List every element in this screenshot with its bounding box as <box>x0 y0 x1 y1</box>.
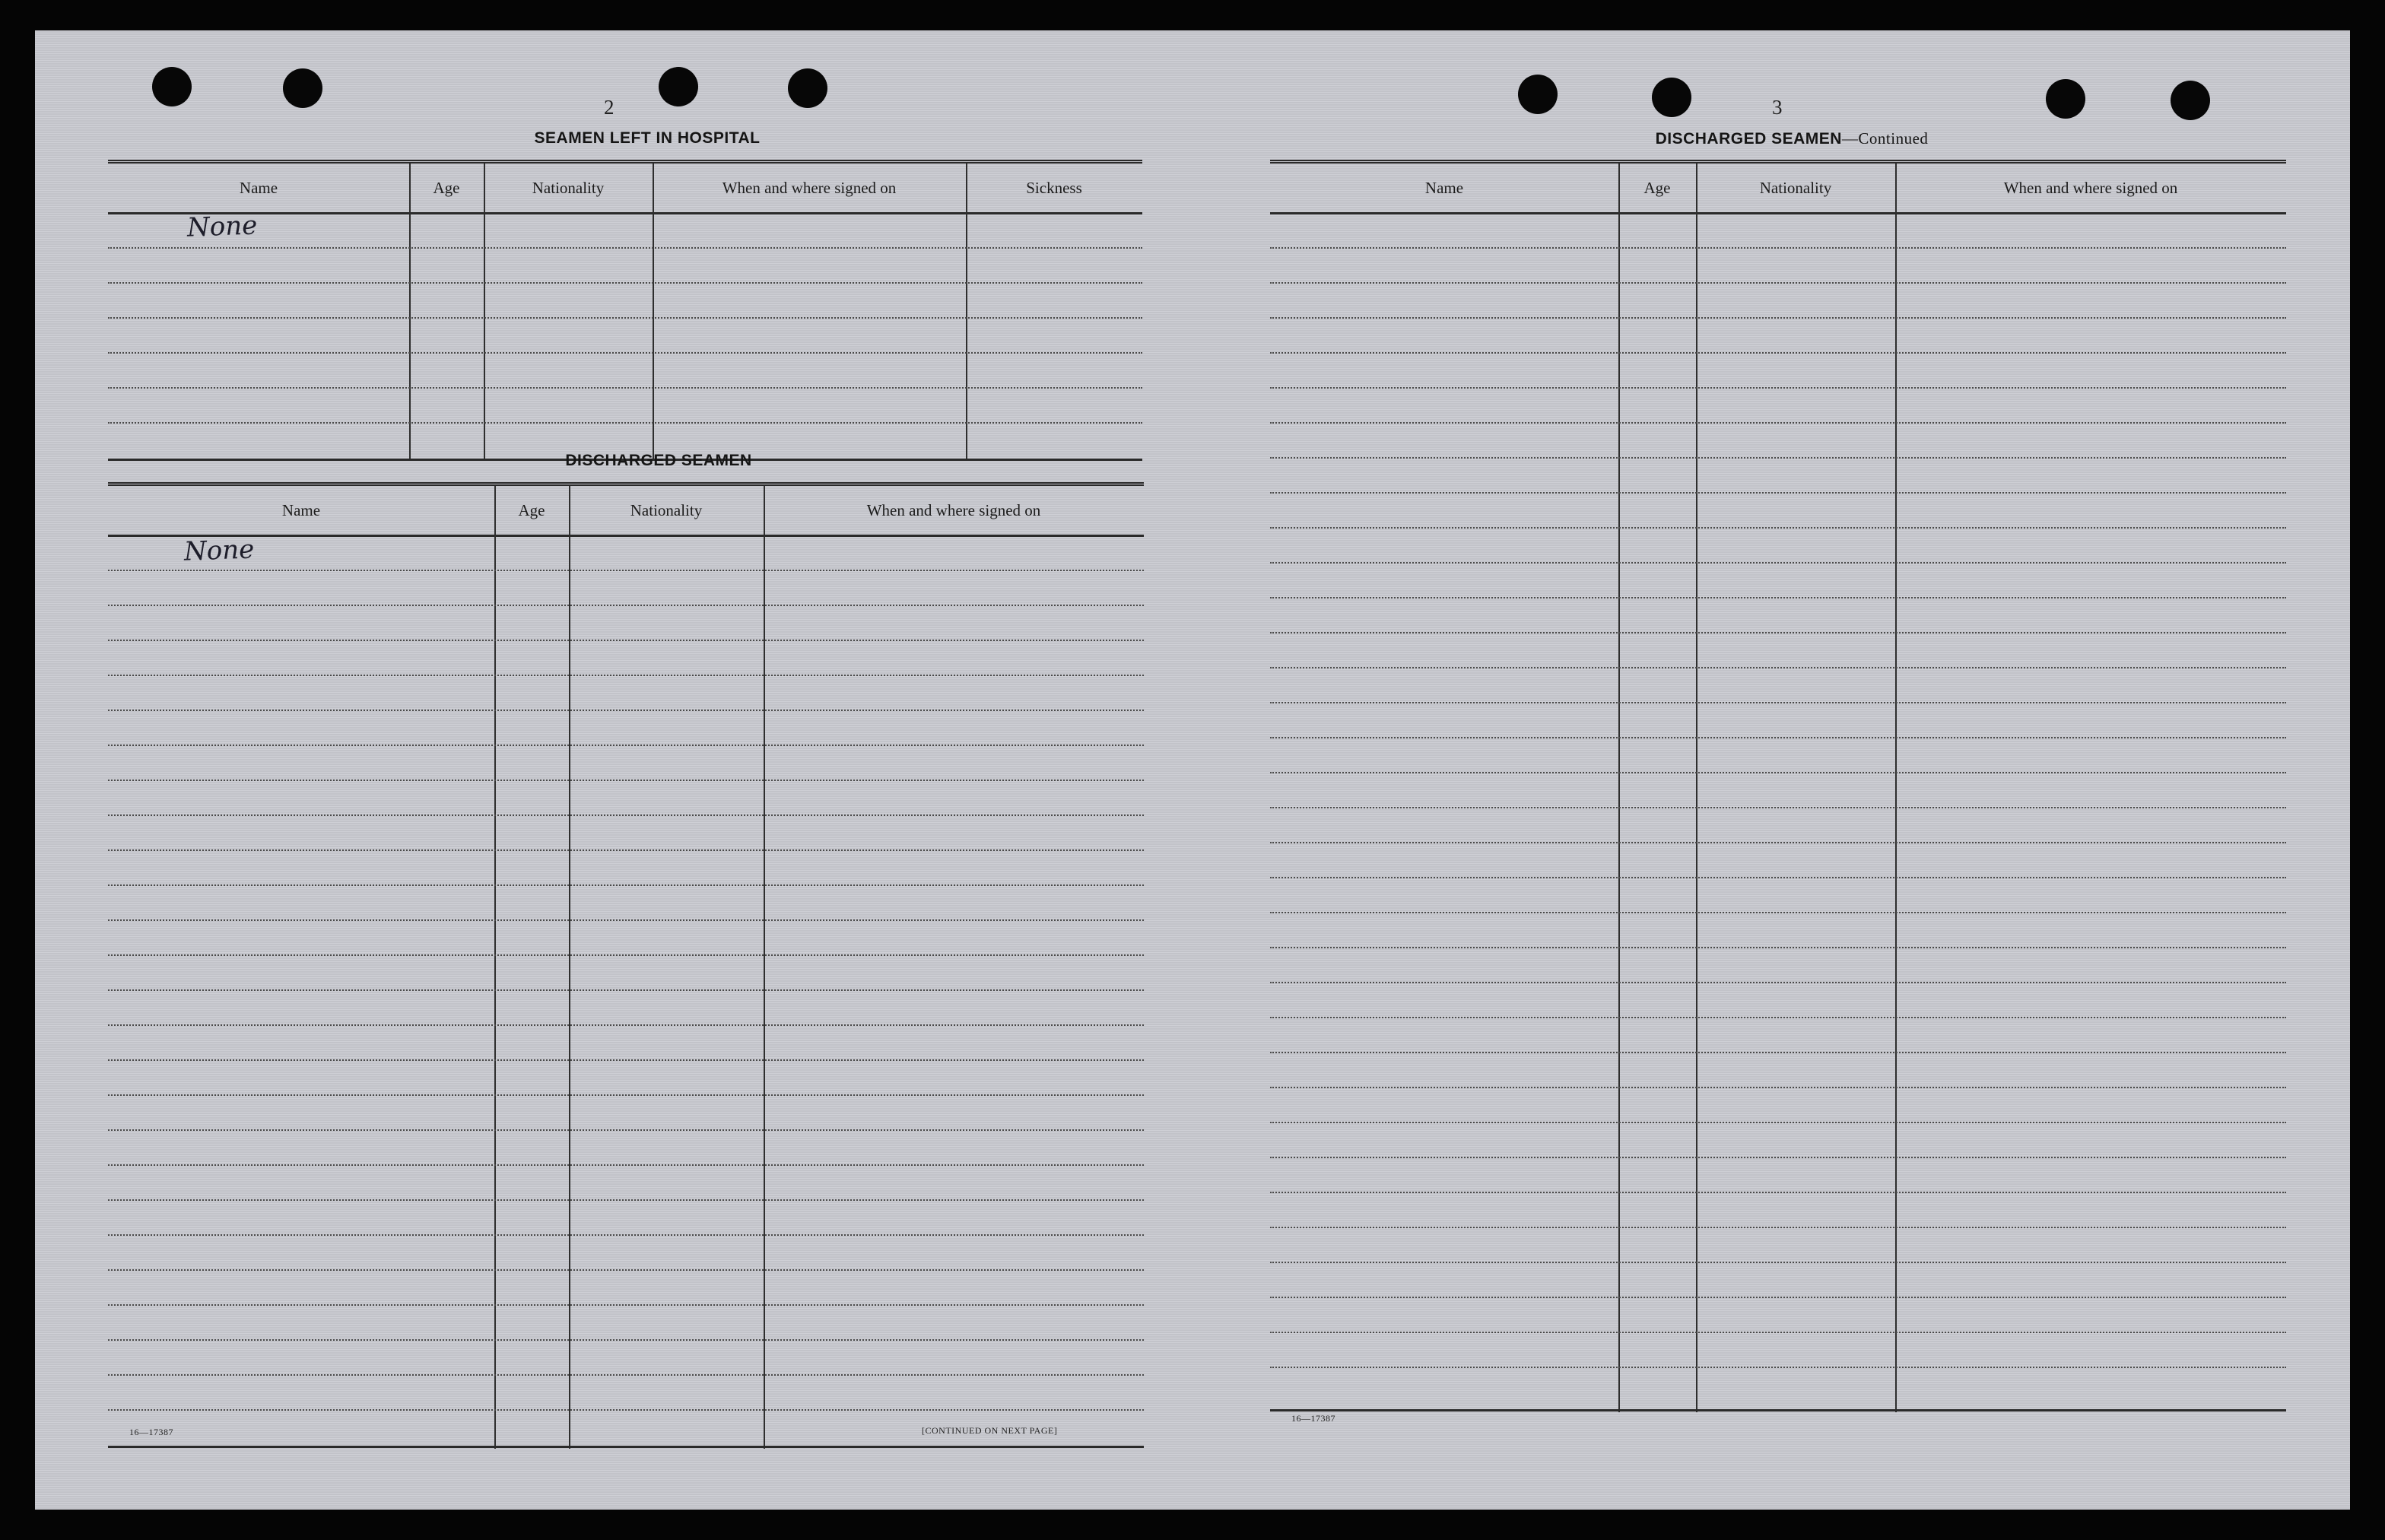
column-header-name: Name <box>239 178 278 197</box>
column-divider <box>409 164 411 460</box>
row-line <box>1270 492 2286 494</box>
row-line <box>108 247 1142 249</box>
hospital-table <box>108 160 1142 460</box>
row-line <box>1270 1052 2286 1053</box>
column-header-signed-on: When and where signed on <box>866 500 1041 519</box>
column-header-signed-on: When and where signed on <box>2003 178 2178 197</box>
row-line <box>1270 667 2286 668</box>
row-line <box>1270 632 2286 633</box>
column-divider <box>484 164 485 460</box>
row-line <box>108 780 1144 781</box>
row-line <box>108 745 1144 746</box>
row-line <box>1270 912 2286 913</box>
column-divider <box>1618 164 1620 1412</box>
row-line <box>1270 282 2286 284</box>
page-number-left: 2 <box>604 96 615 119</box>
column-header-nationality: Nationality <box>630 500 703 519</box>
discharged-continued-header <box>1270 164 2286 214</box>
row-line <box>108 1059 1144 1061</box>
discharged-entry-handwritten: None <box>183 534 255 567</box>
row-line <box>1270 247 2286 249</box>
row-line <box>108 640 1144 641</box>
form-number-right: 16—17387 <box>1291 1413 1335 1424</box>
column-divider <box>1696 164 1697 1412</box>
row-line <box>1270 1017 2286 1018</box>
row-line <box>108 1024 1144 1026</box>
hospital-section-title: SEAMEN LEFT IN HOSPITAL <box>534 129 761 147</box>
row-line <box>108 282 1142 284</box>
row-line <box>108 570 1144 571</box>
row-line <box>1270 457 2286 459</box>
right-section-title-suffix: —Continued <box>1841 129 1929 148</box>
punch-hole <box>2171 81 2210 120</box>
row-line <box>1270 1367 2286 1368</box>
page-number-right: 3 <box>1772 96 1783 119</box>
form-number-left: 16—17387 <box>129 1427 173 1437</box>
row-line <box>108 1199 1144 1201</box>
discharged-section-title: DISCHARGED SEAMEN <box>565 452 752 469</box>
punch-hole <box>659 67 698 106</box>
column-header-age: Age <box>518 500 545 519</box>
column-header-age: Age <box>1643 178 1671 197</box>
row-line <box>1270 1297 2286 1298</box>
row-line <box>1270 877 2286 878</box>
row-line <box>108 1409 1144 1411</box>
row-line <box>1270 1087 2286 1088</box>
punch-hole <box>1518 75 1558 114</box>
column-divider <box>653 164 654 460</box>
discharged-table-left <box>108 482 1144 1449</box>
row-line <box>108 1374 1144 1376</box>
punch-hole <box>2046 79 2085 119</box>
row-line <box>1270 597 2286 599</box>
punch-hole <box>152 67 192 106</box>
row-line <box>108 954 1144 956</box>
column-header-sickness: Sickness <box>1026 178 1082 197</box>
row-line <box>108 422 1142 424</box>
column-header-signed-on: When and where signed on <box>722 178 897 197</box>
column-header-nationality: Nationality <box>532 178 605 197</box>
row-line <box>1270 527 2286 529</box>
column-divider <box>1895 164 1897 1412</box>
punch-hole <box>1652 78 1691 117</box>
row-line <box>1270 387 2286 389</box>
row-line <box>108 317 1142 319</box>
hospital-table-header <box>108 164 1142 214</box>
row-line <box>1270 422 2286 424</box>
row-line <box>108 1164 1144 1166</box>
row-line <box>1270 1157 2286 1158</box>
row-line <box>108 989 1144 991</box>
right-section-title-main: DISCHARGED SEAMEN <box>1655 130 1842 148</box>
continued-note: [CONTINUED ON NEXT PAGE] <box>922 1425 1058 1436</box>
row-line <box>1270 947 2286 948</box>
row-line <box>108 605 1144 606</box>
row-line <box>108 849 1144 851</box>
row-line <box>108 352 1142 354</box>
right-section-title <box>1526 129 2058 148</box>
row-line <box>1270 702 2286 703</box>
row-line <box>108 1094 1144 1096</box>
row-line <box>108 1339 1144 1341</box>
discharged-table-right <box>1270 160 2286 1412</box>
row-line <box>1270 807 2286 808</box>
row-line <box>108 884 1144 886</box>
row-line <box>1270 317 2286 319</box>
row-line <box>108 675 1144 676</box>
row-line <box>1270 1122 2286 1123</box>
row-line <box>1270 737 2286 738</box>
row-line <box>108 710 1144 711</box>
row-line <box>1270 842 2286 843</box>
row-line <box>1270 772 2286 773</box>
column-header-age: Age <box>433 178 460 197</box>
row-line <box>1270 562 2286 564</box>
row-line <box>108 919 1144 921</box>
column-divider <box>966 164 967 460</box>
row-line <box>1270 352 2286 354</box>
row-line <box>108 814 1144 816</box>
row-line <box>1270 1192 2286 1193</box>
table-bottom-rule <box>108 1446 1144 1448</box>
row-line <box>1270 1262 2286 1263</box>
row-line <box>108 387 1142 389</box>
row-line <box>108 1129 1144 1131</box>
column-header-name: Name <box>1424 178 1464 197</box>
row-line <box>1270 1332 2286 1333</box>
discharged-table-header <box>108 486 1144 537</box>
column-header-name: Name <box>281 500 321 519</box>
row-line <box>108 1269 1144 1271</box>
punch-hole <box>283 68 322 108</box>
column-header-nationality: Nationality <box>1759 178 1832 197</box>
row-line <box>1270 1227 2286 1228</box>
row-line <box>108 1304 1144 1306</box>
document-sheet <box>35 30 2350 1510</box>
hospital-entry-handwritten: None <box>186 210 258 243</box>
table-bottom-rule <box>1270 1409 2286 1411</box>
row-line <box>108 1234 1144 1236</box>
row-line <box>1270 982 2286 983</box>
punch-hole <box>788 68 827 108</box>
